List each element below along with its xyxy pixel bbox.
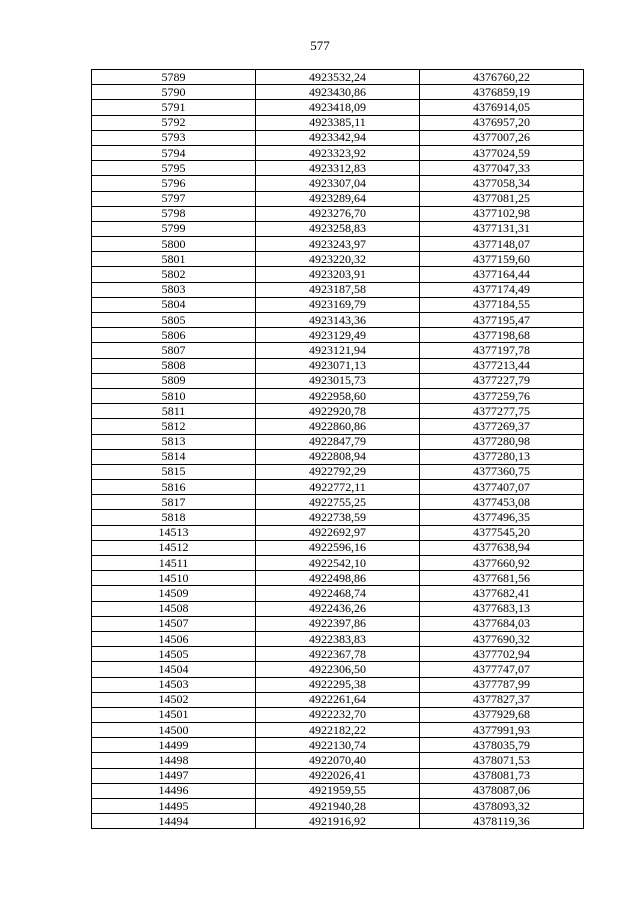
point-number-cell: 5802	[92, 267, 256, 282]
y-coordinate-cell: 4377681,56	[420, 571, 584, 586]
point-number-cell: 14509	[92, 586, 256, 601]
table-row	[92, 328, 584, 343]
point-number-cell: 5809	[92, 373, 256, 388]
point-number-cell: 5813	[92, 434, 256, 449]
table-row	[92, 677, 584, 692]
x-coordinate-cell: 4923418,09	[256, 100, 420, 115]
y-coordinate-cell: 4377148,07	[420, 237, 584, 252]
table-row	[92, 70, 584, 85]
point-number-cell: 5815	[92, 464, 256, 479]
point-number-cell: 5814	[92, 449, 256, 464]
table-row	[92, 799, 584, 814]
y-coordinate-cell: 4377198,68	[420, 328, 584, 343]
y-coordinate-cell: 4377991,93	[420, 723, 584, 738]
y-coordinate-cell: 4377164,44	[420, 267, 584, 282]
x-coordinate-cell: 4922692,97	[256, 525, 420, 540]
y-coordinate-cell: 4376760,22	[420, 70, 584, 85]
table-row	[92, 464, 584, 479]
y-coordinate-cell: 4377131,31	[420, 221, 584, 236]
table-row	[92, 525, 584, 540]
point-number-cell: 5790	[92, 85, 256, 100]
point-number-cell: 14499	[92, 738, 256, 753]
y-coordinate-cell: 4377545,20	[420, 525, 584, 540]
table-row	[92, 176, 584, 191]
y-coordinate-cell: 4377453,08	[420, 495, 584, 510]
point-number-cell: 14508	[92, 601, 256, 616]
y-coordinate-cell: 4378119,36	[420, 814, 584, 829]
x-coordinate-cell: 4921916,92	[256, 814, 420, 829]
point-number-cell: 5818	[92, 510, 256, 525]
y-coordinate-cell: 4378081,73	[420, 768, 584, 783]
point-number-cell: 14502	[92, 692, 256, 707]
table-row	[92, 161, 584, 176]
point-number-cell: 5810	[92, 388, 256, 403]
table-row	[92, 647, 584, 662]
y-coordinate-cell: 4378087,06	[420, 783, 584, 798]
x-coordinate-cell: 4921940,28	[256, 799, 420, 814]
table-row	[92, 313, 584, 328]
x-coordinate-cell: 4922070,40	[256, 753, 420, 768]
y-coordinate-cell: 4377660,92	[420, 556, 584, 571]
x-coordinate-cell: 4922755,25	[256, 495, 420, 510]
y-coordinate-cell: 4377684,03	[420, 616, 584, 631]
table-row	[92, 373, 584, 388]
x-coordinate-cell: 4923385,11	[256, 115, 420, 130]
point-number-cell: 5789	[92, 70, 256, 85]
y-coordinate-cell: 4377058,34	[420, 176, 584, 191]
x-coordinate-cell: 4922860,86	[256, 419, 420, 434]
point-number-cell: 5801	[92, 252, 256, 267]
x-coordinate-cell: 4923430,86	[256, 85, 420, 100]
table-row	[92, 358, 584, 373]
table-row	[92, 237, 584, 252]
point-number-cell: 14503	[92, 677, 256, 692]
y-coordinate-cell: 4377277,75	[420, 404, 584, 419]
table-row	[92, 100, 584, 115]
point-number-cell: 5811	[92, 404, 256, 419]
x-coordinate-cell: 4922026,41	[256, 768, 420, 783]
x-coordinate-cell: 4922383,83	[256, 631, 420, 646]
y-coordinate-cell: 4377159,60	[420, 252, 584, 267]
point-number-cell: 14513	[92, 525, 256, 540]
table-row	[92, 145, 584, 160]
point-number-cell: 5798	[92, 206, 256, 221]
point-number-cell: 5808	[92, 358, 256, 373]
x-coordinate-cell: 4923143,36	[256, 313, 420, 328]
point-number-cell: 5793	[92, 130, 256, 145]
table-row	[92, 510, 584, 525]
table-row	[92, 723, 584, 738]
x-coordinate-cell: 4921959,55	[256, 783, 420, 798]
x-coordinate-cell: 4922397,86	[256, 616, 420, 631]
table-row	[92, 115, 584, 130]
point-number-cell: 5805	[92, 313, 256, 328]
table-row	[92, 783, 584, 798]
y-coordinate-cell: 4377638,94	[420, 540, 584, 555]
table-row	[92, 753, 584, 768]
x-coordinate-cell: 4922920,78	[256, 404, 420, 419]
table-row	[92, 267, 584, 282]
point-number-cell: 5799	[92, 221, 256, 236]
y-coordinate-cell: 4377407,07	[420, 480, 584, 495]
table-row	[92, 130, 584, 145]
table-row	[92, 85, 584, 100]
table-row	[92, 631, 584, 646]
point-number-cell: 14504	[92, 662, 256, 677]
y-coordinate-cell: 4376859,19	[420, 85, 584, 100]
y-coordinate-cell: 4377184,55	[420, 297, 584, 312]
table-row	[92, 586, 584, 601]
point-number-cell: 14512	[92, 540, 256, 555]
x-coordinate-cell: 4922596,16	[256, 540, 420, 555]
x-coordinate-cell: 4923220,32	[256, 252, 420, 267]
y-coordinate-cell: 4378093,32	[420, 799, 584, 814]
y-coordinate-cell: 4377269,37	[420, 419, 584, 434]
point-number-cell: 14511	[92, 556, 256, 571]
y-coordinate-cell: 4377702,94	[420, 647, 584, 662]
table-row	[92, 616, 584, 631]
table-row	[92, 419, 584, 434]
table-row	[92, 738, 584, 753]
x-coordinate-cell: 4923121,94	[256, 343, 420, 358]
x-coordinate-cell: 4922130,74	[256, 738, 420, 753]
y-coordinate-cell: 4377007,26	[420, 130, 584, 145]
x-coordinate-cell: 4923071,13	[256, 358, 420, 373]
y-coordinate-cell: 4376957,20	[420, 115, 584, 130]
table-row	[92, 540, 584, 555]
point-number-cell: 5795	[92, 161, 256, 176]
y-coordinate-cell: 4377227,79	[420, 373, 584, 388]
table-row	[92, 434, 584, 449]
table-row	[92, 571, 584, 586]
x-coordinate-cell: 4923243,97	[256, 237, 420, 252]
x-coordinate-cell: 4923129,49	[256, 328, 420, 343]
table-row	[92, 556, 584, 571]
x-coordinate-cell: 4922498,86	[256, 571, 420, 586]
point-number-cell: 5792	[92, 115, 256, 130]
y-coordinate-cell: 4377259,76	[420, 388, 584, 403]
table-row	[92, 814, 584, 829]
x-coordinate-cell: 4923323,92	[256, 145, 420, 160]
x-coordinate-cell: 4922847,79	[256, 434, 420, 449]
y-coordinate-cell: 4376914,05	[420, 100, 584, 115]
y-coordinate-cell: 4377197,78	[420, 343, 584, 358]
x-coordinate-cell: 4922542,10	[256, 556, 420, 571]
point-number-cell: 5800	[92, 237, 256, 252]
point-number-cell: 5817	[92, 495, 256, 510]
y-coordinate-cell: 4377174,49	[420, 282, 584, 297]
x-coordinate-cell: 4923307,04	[256, 176, 420, 191]
x-coordinate-cell: 4922436,26	[256, 601, 420, 616]
y-coordinate-cell: 4377213,44	[420, 358, 584, 373]
x-coordinate-cell: 4923187,58	[256, 282, 420, 297]
y-coordinate-cell: 4377683,13	[420, 601, 584, 616]
point-number-cell: 5816	[92, 480, 256, 495]
y-coordinate-cell: 4377690,32	[420, 631, 584, 646]
point-number-cell: 14501	[92, 707, 256, 722]
point-number-cell: 5806	[92, 328, 256, 343]
table-row	[92, 206, 584, 221]
y-coordinate-cell: 4377929,68	[420, 707, 584, 722]
x-coordinate-cell: 4923258,83	[256, 221, 420, 236]
x-coordinate-cell: 4922182,22	[256, 723, 420, 738]
y-coordinate-cell: 4377360,75	[420, 464, 584, 479]
table-row	[92, 662, 584, 677]
x-coordinate-cell: 4922792,29	[256, 464, 420, 479]
point-number-cell: 14497	[92, 768, 256, 783]
point-number-cell: 14500	[92, 723, 256, 738]
point-number-cell: 14505	[92, 647, 256, 662]
table-row	[92, 252, 584, 267]
y-coordinate-cell: 4377024,59	[420, 145, 584, 160]
point-number-cell: 5794	[92, 145, 256, 160]
y-coordinate-cell: 4377047,33	[420, 161, 584, 176]
point-number-cell: 5791	[92, 100, 256, 115]
y-coordinate-cell: 4377747,07	[420, 662, 584, 677]
y-coordinate-cell: 4378071,53	[420, 753, 584, 768]
y-coordinate-cell: 4377787,99	[420, 677, 584, 692]
point-number-cell: 5803	[92, 282, 256, 297]
table-row	[92, 343, 584, 358]
table-row	[92, 221, 584, 236]
x-coordinate-cell: 4922306,50	[256, 662, 420, 677]
table-row	[92, 707, 584, 722]
x-coordinate-cell: 4922232,70	[256, 707, 420, 722]
y-coordinate-cell: 4377827,37	[420, 692, 584, 707]
y-coordinate-cell: 4377081,25	[420, 191, 584, 206]
page-number: 577	[310, 38, 330, 53]
table-row	[92, 404, 584, 419]
table-row	[92, 480, 584, 495]
x-coordinate-cell: 4922261,64	[256, 692, 420, 707]
point-number-cell: 5797	[92, 191, 256, 206]
x-coordinate-cell: 4922958,60	[256, 388, 420, 403]
x-coordinate-cell: 4923169,79	[256, 297, 420, 312]
table-row	[92, 282, 584, 297]
x-coordinate-cell: 4923342,94	[256, 130, 420, 145]
y-coordinate-cell: 4377682,41	[420, 586, 584, 601]
point-number-cell: 14498	[92, 753, 256, 768]
x-coordinate-cell: 4923289,64	[256, 191, 420, 206]
coordinates-table-body	[92, 70, 584, 829]
x-coordinate-cell: 4923532,24	[256, 70, 420, 85]
y-coordinate-cell: 4377496,35	[420, 510, 584, 525]
x-coordinate-cell: 4923015,73	[256, 373, 420, 388]
table-row	[92, 449, 584, 464]
table-row	[92, 601, 584, 616]
x-coordinate-cell: 4922772,11	[256, 480, 420, 495]
point-number-cell: 5807	[92, 343, 256, 358]
x-coordinate-cell: 4922738,59	[256, 510, 420, 525]
x-coordinate-cell: 4922367,78	[256, 647, 420, 662]
y-coordinate-cell: 4377280,98	[420, 434, 584, 449]
x-coordinate-cell: 4922468,74	[256, 586, 420, 601]
point-number-cell: 14507	[92, 616, 256, 631]
x-coordinate-cell: 4922808,94	[256, 449, 420, 464]
x-coordinate-cell: 4923312,83	[256, 161, 420, 176]
point-number-cell: 5796	[92, 176, 256, 191]
point-number-cell: 5804	[92, 297, 256, 312]
point-number-cell: 5812	[92, 419, 256, 434]
y-coordinate-cell: 4377195,47	[420, 313, 584, 328]
point-number-cell: 14496	[92, 783, 256, 798]
table-row	[92, 768, 584, 783]
x-coordinate-cell: 4922295,38	[256, 677, 420, 692]
y-coordinate-cell: 4377102,98	[420, 206, 584, 221]
table-row	[92, 297, 584, 312]
table-row	[92, 692, 584, 707]
point-number-cell: 14495	[92, 799, 256, 814]
x-coordinate-cell: 4923203,91	[256, 267, 420, 282]
point-number-cell: 14494	[92, 814, 256, 829]
table-row	[92, 191, 584, 206]
point-number-cell: 14506	[92, 631, 256, 646]
point-number-cell: 14510	[92, 571, 256, 586]
y-coordinate-cell: 4377280,13	[420, 449, 584, 464]
table-row	[92, 495, 584, 510]
x-coordinate-cell: 4923276,70	[256, 206, 420, 221]
coordinates-table	[91, 69, 584, 829]
table-row	[92, 388, 584, 403]
y-coordinate-cell: 4378035,79	[420, 738, 584, 753]
